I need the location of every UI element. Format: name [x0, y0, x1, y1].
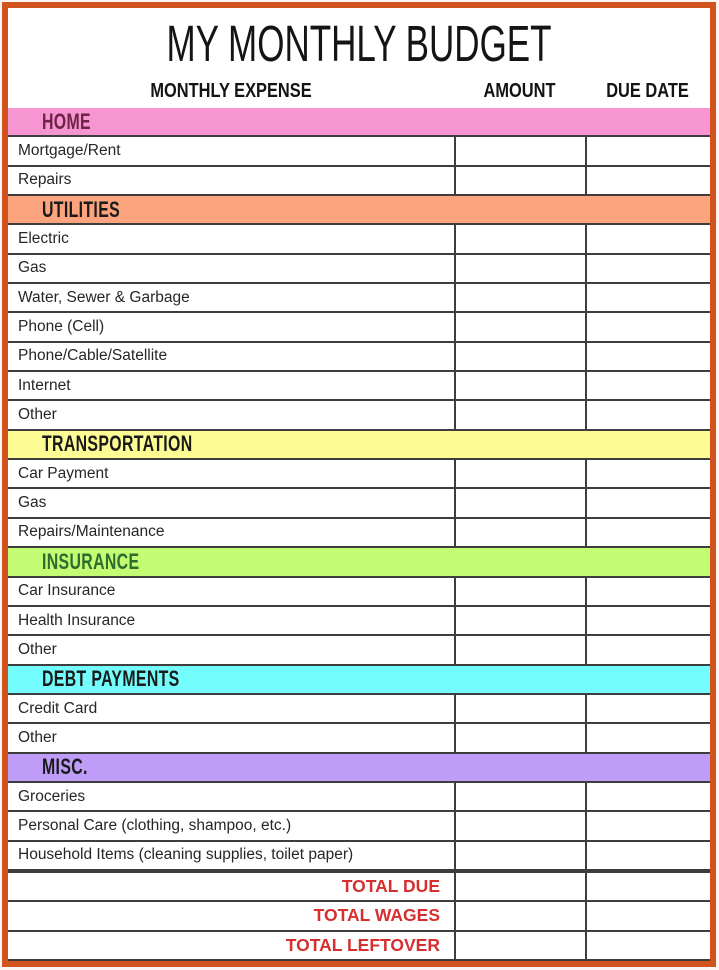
amount-cell[interactable]: [454, 167, 585, 194]
section-bar: [8, 754, 710, 781]
expense-label: Repairs: [18, 171, 72, 189]
due-date-cell[interactable]: [585, 724, 710, 751]
due-date-cell[interactable]: [585, 489, 710, 516]
due-date-cell[interactable]: [585, 783, 710, 810]
section-label: MISC.: [42, 754, 88, 780]
amount-cell[interactable]: [454, 724, 585, 751]
total-due-date-cell[interactable]: [585, 873, 710, 900]
section-bar: [8, 548, 710, 575]
expense-row: [8, 458, 710, 489]
expense-label: Gas: [18, 259, 47, 277]
expense-row: [8, 812, 710, 841]
total-row: [8, 902, 710, 931]
expense-row: [8, 223, 710, 254]
total-label: TOTAL LEFTOVER: [285, 934, 440, 955]
amount-cell[interactable]: [454, 313, 585, 340]
title-block: [8, 8, 710, 108]
amount-cell[interactable]: [454, 343, 585, 370]
total-amount-cell[interactable]: [454, 932, 585, 959]
section-bar: [8, 666, 710, 693]
expense-label: Car Insurance: [18, 582, 116, 600]
due-date-cell[interactable]: [585, 372, 710, 399]
amount-cell[interactable]: [454, 578, 585, 605]
total-label: TOTAL DUE: [341, 876, 440, 897]
expense-row: [8, 401, 710, 430]
total-amount-cell[interactable]: [454, 902, 585, 929]
due-date-cell[interactable]: [585, 313, 710, 340]
expense-label: Credit Card: [18, 699, 98, 717]
due-date-cell[interactable]: [585, 343, 710, 370]
column-header-amount: AMOUNT: [483, 79, 556, 102]
amount-cell[interactable]: [454, 460, 585, 487]
expense-label: Repairs/Maintenance: [18, 523, 165, 541]
expense-row: [8, 842, 710, 871]
expense-row: [8, 313, 710, 342]
due-date-cell[interactable]: [585, 167, 710, 194]
expense-label: Water, Sewer & Garbage: [18, 288, 190, 306]
expense-row: [8, 693, 710, 724]
expense-label: Gas: [18, 494, 47, 512]
amount-cell[interactable]: [454, 842, 585, 869]
expense-row: [8, 607, 710, 636]
amount-cell[interactable]: [454, 255, 585, 282]
section-label: HOME: [42, 108, 91, 134]
total-row: [8, 932, 710, 961]
expense-row: [8, 636, 710, 665]
amount-cell[interactable]: [454, 372, 585, 399]
amount-cell[interactable]: [454, 812, 585, 839]
expense-label: Health Insurance: [18, 611, 136, 629]
column-header-due-date: DUE DATE: [606, 79, 689, 102]
expense-label: Other: [18, 640, 57, 658]
expense-row: [8, 372, 710, 401]
due-date-cell[interactable]: [585, 255, 710, 282]
expense-row: [8, 167, 710, 196]
total-row: [8, 871, 710, 902]
expense-row: [8, 284, 710, 313]
amount-cell[interactable]: [454, 401, 585, 428]
amount-cell[interactable]: [454, 519, 585, 546]
due-date-cell[interactable]: [585, 607, 710, 634]
due-date-cell[interactable]: [585, 842, 710, 869]
due-date-cell[interactable]: [585, 812, 710, 839]
expense-row: [8, 519, 710, 548]
amount-cell[interactable]: [454, 225, 585, 252]
expense-row: [8, 724, 710, 753]
expense-row: [8, 343, 710, 372]
section-label: TRANSPORTATION: [42, 431, 193, 457]
expense-label: Groceries: [18, 787, 86, 805]
section-label: DEBT PAYMENTS: [42, 666, 180, 692]
total-due-date-cell[interactable]: [585, 902, 710, 929]
total-due-date-cell[interactable]: [585, 932, 710, 959]
expense-label: Electric: [18, 230, 69, 248]
total-label: TOTAL WAGES: [313, 905, 440, 926]
amount-cell[interactable]: [454, 137, 585, 164]
section-bar: [8, 196, 710, 223]
expense-label: Mortgage/Rent: [18, 142, 121, 160]
amount-cell[interactable]: [454, 489, 585, 516]
page-title: MY MONTHLY BUDGET: [166, 15, 552, 73]
due-date-cell[interactable]: [585, 284, 710, 311]
page-frame: [2, 2, 716, 967]
expense-label: Personal Care (clothing, shampoo, etc.): [18, 816, 292, 834]
due-date-cell[interactable]: [585, 225, 710, 252]
due-date-cell[interactable]: [585, 636, 710, 663]
section-bar: [8, 431, 710, 458]
section-label: INSURANCE: [42, 548, 140, 574]
expense-row: [8, 255, 710, 284]
amount-cell[interactable]: [454, 607, 585, 634]
due-date-cell[interactable]: [585, 401, 710, 428]
expense-label: Household Items (cleaning supplies, toilet paper): [18, 846, 354, 864]
expense-row: [8, 781, 710, 812]
amount-cell[interactable]: [454, 783, 585, 810]
expense-row: [8, 135, 710, 166]
expense-label: Other: [18, 728, 57, 746]
expense-label: Phone (Cell): [18, 318, 105, 336]
budget-table: [8, 108, 710, 961]
due-date-cell[interactable]: [585, 578, 710, 605]
expense-label: Car Payment: [18, 464, 109, 482]
due-date-cell[interactable]: [585, 519, 710, 546]
expense-label: Other: [18, 406, 57, 424]
amount-cell[interactable]: [454, 636, 585, 663]
amount-cell[interactable]: [454, 695, 585, 722]
section-label: UTILITIES: [42, 196, 121, 222]
expense-row: [8, 489, 710, 518]
amount-cell[interactable]: [454, 284, 585, 311]
column-header-expense: MONTHLY EXPENSE: [150, 79, 312, 102]
expense-row: [8, 576, 710, 607]
expense-label: Internet: [18, 376, 71, 394]
column-header-row: [8, 78, 710, 104]
total-amount-cell[interactable]: [454, 873, 585, 900]
due-date-cell[interactable]: [585, 695, 710, 722]
section-bar: [8, 108, 710, 135]
expense-label: Phone/Cable/Satellite: [18, 347, 168, 365]
due-date-cell[interactable]: [585, 137, 710, 164]
due-date-cell[interactable]: [585, 460, 710, 487]
